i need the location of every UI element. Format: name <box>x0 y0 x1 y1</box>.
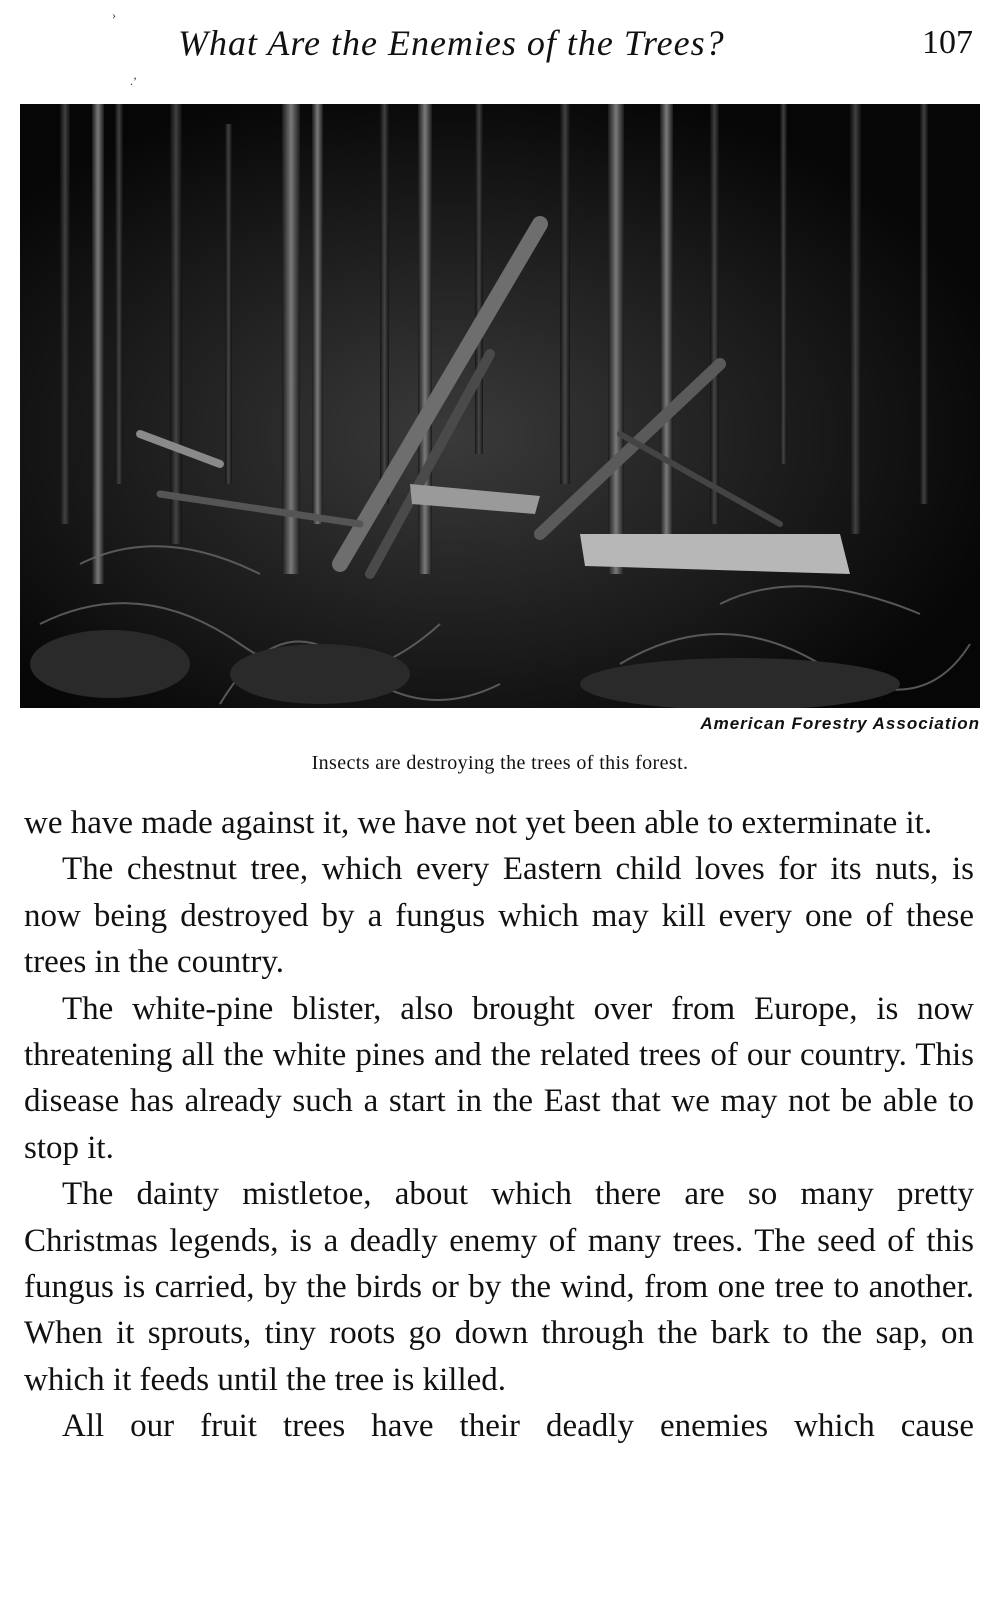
paragraph: we have made against it, we have not yet been able to exterminate it. <box>24 805 933 841</box>
forest-photo-image <box>20 104 980 708</box>
paragraph: The dainty mistletoe, about which there are so many pretty Christmas legends, is a deadly enemy of many trees. The seed of this fungus is carried, by the birds or by the wind, from one tree to another. When it sprouts, tiny roots go down through the bark to the sap, on which it feeds until the tree is killed. <box>24 1176 974 1398</box>
body-text <box>24 800 974 1450</box>
page-number: 107 <box>922 24 973 61</box>
running-title: What Are the Enemies of the Trees? <box>178 23 725 63</box>
figure-caption: Insects are destroying the trees of this forest. <box>311 752 689 774</box>
stray-mark: .’ <box>130 74 137 88</box>
paragraph: All our fruit trees have their deadly enemies which cause <box>62 1408 974 1445</box>
paragraph: The white-pine blister, also brought over from Europe, is now threatening all the white pines and the related trees of our country. This disease has already such a start in the East that we may not be able to stop it. <box>24 990 974 1166</box>
paragraph: The chestnut tree, which every Eastern child loves for its nuts, is now being destroyed by a fungus which may kill every one of these trees in the country. <box>24 851 974 981</box>
forest-photograph <box>20 104 980 708</box>
running-head <box>0 22 1000 70</box>
photo-credit: American Forestry Association <box>700 714 980 733</box>
stray-mark: › <box>112 8 116 22</box>
